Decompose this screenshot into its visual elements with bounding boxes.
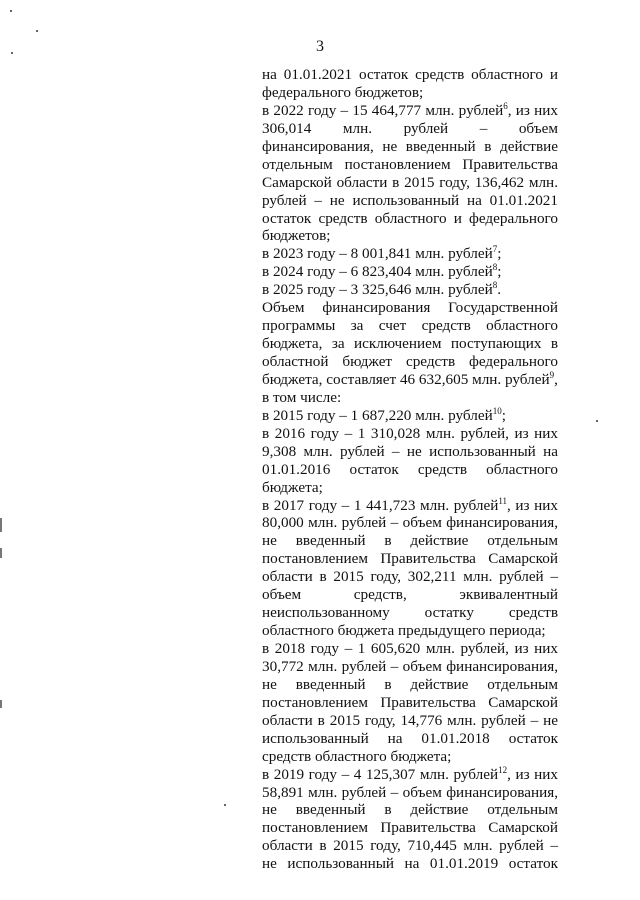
text-line [262,299,558,317]
text-line-content: области в 2015 году, 302,211 млн. рублей – [262,568,558,586]
text-line [262,353,558,371]
text-line [262,227,558,245]
text-line [262,694,558,712]
footnote-marker: 6 [503,100,508,111]
text-line-tail: ; [497,263,502,281]
text-line-content: объем средств, эквивалентный [262,586,558,604]
text-line-content: в том числе: [262,388,342,406]
text-line-content: не введенный в действие отдельным [262,532,558,550]
text-line [262,586,558,604]
text-line-content: области в 2015 году, 710,445 млн. рублей – [262,837,558,855]
text-line-content: использованный на 01.01.2018 остаток [262,729,558,747]
text-line-content: отдельным постановлением Правительства [262,155,558,173]
text-line-tail: . [497,281,501,299]
text-line [262,263,558,281]
text-line [262,102,558,120]
text-line [262,712,558,730]
text-line [262,174,558,192]
scan-edge-mark [0,700,2,708]
text-line-content: 58,891 млн. рублей – объем финансирования, [262,783,558,801]
text-line [262,407,558,425]
footnote-marker: 12 [498,764,508,775]
text-line-content: 01.01.2016 остаток средств областного [262,460,558,478]
footnote-marker: 11 [498,495,508,506]
text-line [262,66,558,84]
text-line [262,532,558,550]
text-line [262,138,558,156]
text-line [262,497,558,515]
text-line [262,389,558,407]
scan-speck [11,52,13,54]
text-line-content: федерального бюджетов; [262,83,424,101]
text-line-content: постановлением Правительства Самарской [262,550,558,568]
text-line-content: в 2017 году – 1 441,723 млн. рублей [262,496,499,514]
text-line-content: областного бюджета предыдущего периода; [262,622,546,640]
scan-speck [596,420,598,422]
text-line-content: бюджетов; [262,227,331,245]
text-line-content: в 2015 году – 1 687,220 млн. рублей [262,406,493,424]
text-line [262,156,558,174]
text-line-content: программы за счет средств областного [262,317,558,335]
text-line-content: бюджета, составляет 46 632,605 млн. рублей [262,370,550,388]
text-line-tail: ; [497,245,502,263]
text-line-tail: , [554,370,558,388]
text-line [262,443,558,461]
text-line-content: в 2023 году – 8 001,841 млн. рублей [262,245,493,263]
footnote-marker: 9 [549,369,555,380]
text-line-content: в 2025 году – 3 325,646 млн. рублей [262,281,493,299]
text-line-tail: , из них [507,765,558,783]
text-line [262,748,558,766]
text-line-content: в 2016 году – 1 310,028 млн. рублей, из них [262,424,558,442]
text-line [262,837,558,855]
footnote-marker: 7 [492,244,498,255]
text-line-tail: ; [501,406,506,424]
text-line-content: областной бюджет средств федерального [262,353,558,370]
text-line [262,676,558,694]
text-line [262,210,558,228]
text-line-content: в 2024 году – 6 823,404 млн. рублей [262,263,493,281]
text-line [262,730,558,748]
text-line [262,479,558,497]
text-line-content: постановлением Правительства Самарской [262,819,558,837]
text-line-content: бюджета; [262,478,323,496]
footnote-marker: 10 [492,405,502,416]
text-line [262,514,558,532]
text-line-content: 9,308 млн. рублей – не использованный на [262,442,558,460]
text-line-content: постановлением Правительства Самарской [262,693,558,711]
text-line [262,425,558,443]
text-line-content: не введенный в действие отдельным [262,675,558,693]
text-line-content: 30,772 млн. рублей – объем финансирования, [262,657,558,675]
scan-speck [36,30,38,32]
text-line [262,335,558,353]
text-line-content: области в 2015 году, 14,776 млн. рублей – не [262,711,558,729]
text-line-tail: , из них [507,496,558,514]
text-line-content: Самарской области в 2015 году, 136,462 млн. [262,173,558,191]
text-line [262,192,558,210]
text-line [262,855,558,873]
text-line [262,550,558,568]
text-line [262,281,558,299]
text-line-content: 80,000 млн. рублей – объем финансирования, [262,514,558,532]
scan-edge-mark [0,548,2,558]
text-line-content: в 2022 году – 15 464,777 млн. рублей [262,101,504,119]
scan-speck [224,804,226,806]
text-line-content: не использованный на 01.01.2019 остаток [262,855,558,873]
text-line [262,120,558,138]
text-line-content: остаток средств областного и федерального [262,209,558,227]
text-line-content: рублей – не использованный на 01.01.2021 [262,191,558,209]
scan-edge-mark [0,518,2,532]
text-line-content: не введенный в действие отдельным [262,801,558,819]
text-line [262,801,558,819]
text-line [262,658,558,676]
text-line-content: в 2019 году – 4 125,307 млн. рублей [262,765,499,783]
text-line [262,604,558,622]
text-line-content: средств областного бюджета; [262,747,452,765]
text-line [262,84,558,102]
text-line-content: в 2018 году – 1 605,620 млн. рублей, из них [262,640,558,657]
text-line-tail: , из них [507,101,558,119]
text-line [262,819,558,837]
text-line [262,640,558,658]
text-line-content: финансирования, не введенный в действие [262,137,558,155]
text-line-content: 306,014 млн. рублей – объем [262,119,558,137]
text-line-content: Объем финансирования Государственной [262,299,558,317]
text-line [262,461,558,479]
scan-speck [10,10,12,12]
body-text [262,66,558,873]
text-line-content: бюджета, за исключением поступающих в [262,335,558,353]
text-line [262,622,558,640]
text-line [262,317,558,335]
text-line-content: неиспользованному остатку средств [262,604,558,622]
text-line [262,766,558,784]
text-line [262,784,558,802]
text-line [262,371,558,389]
footnote-marker: 8 [492,280,498,291]
page-number: 3 [316,38,324,55]
text-line [262,568,558,586]
text-line-content: на 01.01.2021 остаток средств областного и [262,66,558,83]
text-line [262,245,558,263]
footnote-marker: 8 [492,262,498,273]
